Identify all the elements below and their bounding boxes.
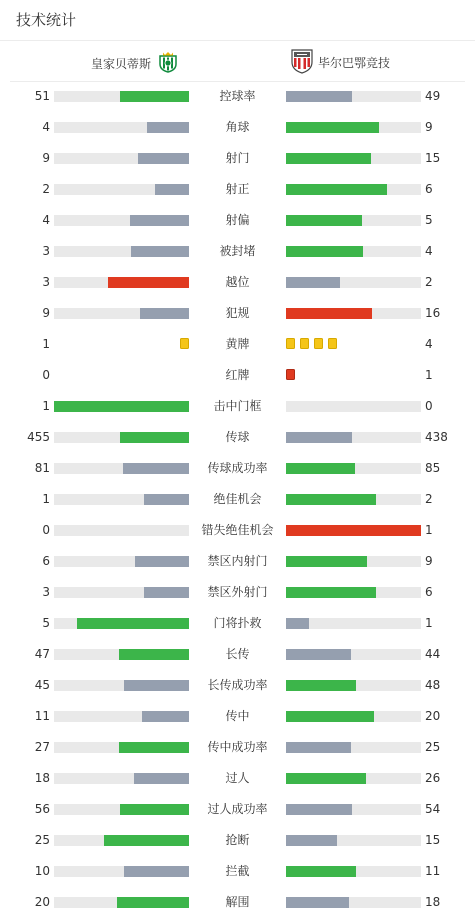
stat-label: 过人成功率 [207,802,268,816]
home-stat-bar [54,215,189,226]
home-stat-value: 4 [42,120,50,134]
home-stat-value: 3 [42,244,50,258]
home-stat-bar-fill [124,866,189,877]
away-stat-value: 4 [425,244,433,258]
stat-row [0,267,475,298]
away-stat-bar [286,277,421,288]
home-stat-bar-fill [144,587,189,598]
home-stat-bar [54,680,189,691]
away-stat-bar [286,866,421,877]
away-stat-bar [286,463,421,474]
away-stat-bar-fill [286,649,351,660]
home-stat-bar-fill [54,401,189,412]
home-stat-bar [54,773,189,784]
stat-label: 拦截 [225,864,250,878]
home-stat-bar-fill [120,432,189,443]
stat-row [0,732,475,763]
home-stat-value: 10 [34,864,50,878]
away-stat-bar-fill [286,866,356,877]
away-stat-bar-fill [286,711,374,722]
stat-label: 红牌 [225,368,250,382]
stat-label: 解围 [225,895,250,909]
home-stat-bar-fill [140,308,189,319]
home-stat-bar [54,866,189,877]
home-stat-bar-fill [144,494,189,505]
away-stat-value: 20 [425,709,441,723]
home-stat-bar-fill [147,122,189,133]
stat-label: 传中成功率 [207,740,268,754]
home-stat-value: 1 [42,399,50,413]
away-stat-bar-fill [286,680,356,691]
yellow-card-icon [300,338,309,349]
home-stat-bar [54,804,189,815]
stat-label: 射偏 [225,213,250,227]
home-stat-value: 56 [34,802,50,816]
away-stat-value: 18 [425,895,441,909]
away-stat-value: 49 [425,89,441,103]
away-cards [286,369,300,382]
stat-row [0,236,475,267]
stat-row [0,360,475,391]
stat-row [0,453,475,484]
away-stat-value: 9 [425,120,433,134]
stat-row [0,670,475,701]
away-stat-value: 44 [425,647,441,661]
away-stat-bar-fill [286,525,421,536]
home-stat-bar [54,463,189,474]
athletic-bilbao-crest-icon [290,48,314,78]
home-stat-bar [54,494,189,505]
stat-row [0,856,475,887]
home-stat-bar [54,835,189,846]
home-stat-value: 25 [34,833,50,847]
away-stat-value: 15 [425,151,441,165]
home-stat-bar-fill [138,153,189,164]
home-stat-value: 51 [34,89,50,103]
yellow-card-icon [180,338,189,349]
home-stat-value: 9 [42,151,50,165]
home-stat-bar [54,587,189,598]
stat-label: 黄牌 [225,337,250,351]
stat-row [0,298,475,329]
away-stat-bar [286,804,421,815]
away-stat-bar [286,308,421,319]
stat-label: 门将扑救 [213,616,262,630]
stat-row [0,546,475,577]
teams-header [10,41,465,82]
away-stat-bar [286,618,421,629]
away-stat-bar [286,494,421,505]
away-stat-bar [286,525,421,536]
stat-label: 被封堵 [219,244,256,258]
away-stat-bar-fill [286,463,355,474]
stat-row [0,112,475,143]
home-stat-value: 18 [34,771,50,785]
home-stat-bar-fill [120,91,189,102]
away-stat-bar [286,587,421,598]
home-stat-value: 455 [27,430,50,444]
away-stat-value: 2 [425,275,433,289]
away-stat-value: 48 [425,678,441,692]
stat-row [0,81,475,112]
stat-label: 长传成功率 [207,678,268,692]
home-stat-bar-fill [104,835,189,846]
home-stat-bar [54,618,189,629]
away-stat-bar-fill [286,432,352,443]
stat-label: 过人 [225,771,250,785]
home-stat-value: 6 [42,554,50,568]
home-stat-bar-fill [119,649,189,660]
stat-label: 长传 [225,647,250,661]
stat-row [0,701,475,732]
away-team-name: 毕尔巴鄂竞技 [318,56,391,70]
yellow-card-icon [328,338,337,349]
home-stat-value: 47 [34,647,50,661]
stat-row [0,825,475,856]
stat-label: 传球成功率 [207,461,268,475]
stat-label: 错失绝佳机会 [201,523,274,537]
stat-label: 抢断 [225,833,250,847]
away-stat-bar-fill [286,277,340,288]
home-stat-value: 3 [42,275,50,289]
stat-label: 击中门框 [213,399,262,413]
stat-row [0,174,475,205]
away-stat-value: 54 [425,802,441,816]
home-stat-value: 0 [42,523,50,537]
away-stat-bar [286,897,421,908]
away-stat-value: 1 [425,616,433,630]
home-stat-bar-fill [119,742,189,753]
away-stat-value: 16 [425,306,441,320]
home-team-name: 皇家贝蒂斯 [90,57,151,71]
away-stat-value: 0 [425,399,433,413]
away-stat-value: 6 [425,182,433,196]
home-stat-bar [54,246,189,257]
stat-row [0,763,475,794]
away-stat-bar-fill [286,835,337,846]
away-stat-value: 25 [425,740,441,754]
home-cards [175,338,189,351]
home-stat-bar [54,122,189,133]
stat-label: 越位 [225,275,250,289]
real-betis-crest-icon [157,51,179,77]
home-stat-value: 4 [42,213,50,227]
away-team [290,48,390,78]
home-stat-value: 45 [34,678,50,692]
home-stat-bar-fill [131,246,189,257]
home-stat-bar-fill [155,184,189,195]
home-stat-bar [54,184,189,195]
away-stat-value: 5 [425,213,433,227]
home-stat-value: 0 [42,368,50,382]
away-stat-bar-fill [286,494,376,505]
away-stat-bar-fill [286,804,352,815]
home-stat-value: 11 [34,709,50,723]
home-stat-value: 5 [42,616,50,630]
stat-row [0,422,475,453]
away-cards [286,338,342,351]
away-stat-bar [286,215,421,226]
away-stat-bar [286,153,421,164]
home-stat-bar-fill [123,463,189,474]
home-stat-bar [54,401,189,412]
home-stat-bar-fill [108,277,189,288]
stat-row [0,329,475,360]
away-stat-bar [286,742,421,753]
stat-row [0,639,475,670]
away-stat-bar [286,401,421,412]
stat-row [0,887,475,918]
away-stat-value: 2 [425,492,433,506]
stat-label: 射门 [225,151,250,165]
away-stat-bar [286,711,421,722]
home-stat-bar-fill [142,711,189,722]
home-stat-value: 1 [42,492,50,506]
red-card-icon [286,369,295,380]
away-stat-bar-fill [286,215,362,226]
home-stat-bar [54,432,189,443]
stat-label: 传球 [225,430,250,444]
stat-row [0,391,475,422]
away-stat-bar [286,680,421,691]
stat-label: 禁区内射门 [207,554,268,568]
home-stat-bar-fill [130,215,189,226]
away-stat-bar-fill [286,153,371,164]
stat-row [0,608,475,639]
home-stat-bar [54,308,189,319]
home-stat-bar [54,277,189,288]
away-stat-bar [286,184,421,195]
away-stat-bar [286,91,421,102]
away-stat-bar-fill [286,246,363,257]
home-stat-bar-fill [117,897,189,908]
stat-row [0,577,475,608]
home-stat-value: 81 [34,461,50,475]
home-stat-bar-fill [124,680,189,691]
home-stat-bar-fill [77,618,189,629]
stat-label: 禁区外射门 [207,585,268,599]
home-stat-bar [54,897,189,908]
stat-row [0,794,475,825]
yellow-card-icon [314,338,323,349]
stat-row [0,205,475,236]
home-stat-value: 2 [42,182,50,196]
away-stat-bar-fill [286,91,352,102]
away-stat-value: 438 [425,430,448,444]
home-stat-bar [54,525,189,536]
home-stat-value: 20 [34,895,50,909]
away-stat-bar-fill [286,618,309,629]
away-stat-bar-fill [286,556,367,567]
home-stat-bar [54,742,189,753]
home-stat-bar-fill [134,773,189,784]
home-stat-bar [54,711,189,722]
away-stat-value: 9 [425,554,433,568]
away-stat-bar-fill [286,897,349,908]
away-stat-bar [286,835,421,846]
stat-label: 角球 [225,120,250,134]
stat-label: 绝佳机会 [213,492,262,506]
home-team [91,51,179,77]
away-stat-bar-fill [286,308,372,319]
home-stat-bar [54,556,189,567]
home-stat-bar-fill [135,556,189,567]
away-stat-value: 1 [425,368,433,382]
away-stat-bar-fill [286,122,379,133]
stat-row [0,143,475,174]
away-stat-bar [286,649,421,660]
away-stat-value: 1 [425,523,433,537]
away-stat-bar-fill [286,184,387,195]
stat-label: 犯规 [225,306,250,320]
away-stat-bar [286,556,421,567]
home-stat-bar [54,649,189,660]
away-stat-bar [286,122,421,133]
home-stat-value: 27 [34,740,50,754]
away-stat-bar [286,773,421,784]
home-stat-bar-fill [120,804,189,815]
away-stat-value: 11 [425,864,441,878]
away-stat-value: 4 [425,337,433,351]
away-stat-bar-fill [286,587,376,598]
stat-label: 传中 [225,709,250,723]
away-stat-value: 15 [425,833,441,847]
home-stat-value: 3 [42,585,50,599]
away-stat-bar-fill [286,742,351,753]
away-stat-bar-fill [286,773,366,784]
away-stat-value: 26 [425,771,441,785]
away-stat-value: 85 [425,461,441,475]
stat-row [0,484,475,515]
stat-row [0,515,475,546]
yellow-card-icon [286,338,295,349]
home-stat-value: 9 [42,306,50,320]
home-stat-bar [54,153,189,164]
home-stat-bar [54,91,189,102]
away-stat-value: 6 [425,585,433,599]
stat-label: 射正 [225,182,250,196]
stat-label: 控球率 [219,89,256,103]
away-stat-bar [286,432,421,443]
home-stat-value: 1 [42,337,50,351]
page-title: 技术统计 [16,11,77,29]
away-stat-bar [286,246,421,257]
